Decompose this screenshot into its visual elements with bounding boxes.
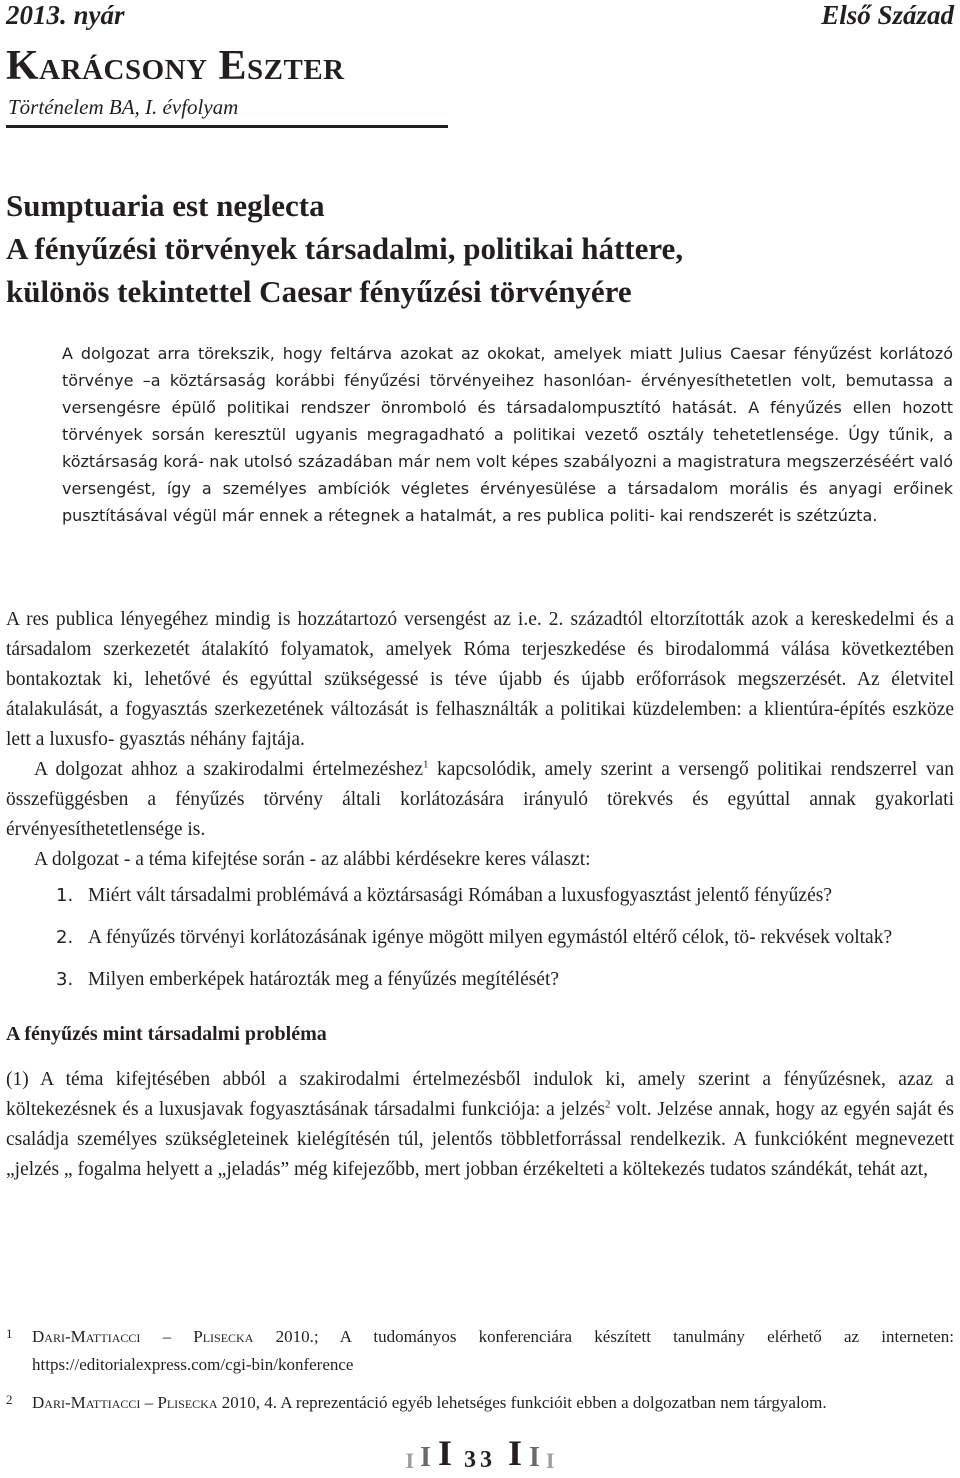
- footnote-text: 2010, 4. A reprezentáció egyéb lehetséges funkcióit ebben a dolgozatban nem tárgyalom.: [217, 1393, 827, 1412]
- header-rule: [6, 125, 448, 128]
- footnote-ref[interactable]: 1: [422, 758, 429, 771]
- title-line: különös tekintettel Caesar fényűzési törvényére: [6, 274, 632, 309]
- author-name: Karácsony Eszter: [6, 43, 345, 89]
- footnotes: [6, 1323, 954, 1427]
- footnote-mark: 2: [6, 1392, 13, 1407]
- page-number: 33: [464, 1447, 496, 1473]
- list-item: [6, 965, 954, 995]
- ornament-bar-small: I: [405, 1448, 415, 1473]
- footnote-authors: Dari-Mattiacci – Plisecka: [32, 1327, 254, 1346]
- title-line: A fényűzési törvények társadalmi, politikai háttere,: [6, 231, 684, 266]
- running-header-date: 2013. nyár: [6, 0, 125, 30]
- title-line: Sumptuaria est neglecta: [6, 188, 325, 223]
- footnote-ref[interactable]: 2: [605, 1098, 611, 1111]
- paragraph: A dolgozat ahhoz a szakirodalmi értelmezéshez$^1$ kapcsolódik, amely szerint a versengő politikai rendszerrel van összefüggésben a fényűzés törvény általi korlátozására irányuló törekvés és egyúttal annak gyakorlati érvényesíthetetlensége is.: [6, 758, 954, 840]
- author-affiliation: Történelem BA, I. évfolyam: [8, 95, 239, 119]
- list-item-text: A fényűzés törvényi korlátozásának igénye mögött milyen egymástól eltérő célok, tö- rekvések voltak?: [88, 927, 893, 948]
- ornament-bar-large: I: [508, 1433, 523, 1473]
- question-list: [6, 881, 954, 995]
- list-item: [6, 923, 954, 953]
- list-number: 2.: [56, 927, 74, 948]
- paragraph: (1) A téma kifejtésében abból a szakirodalmi értelmezésből indulok ki, amely szerint a fényűzésnek, azaz a költekezésnek és a luxusjavak fogyasztásának társadalmi funkciója: a jelzés$^2$ volt. Jelzése annak, hogy az egyén saját és családja személyes szükségleteinek kielégítésén túl, jelentős többletforrással rendelkezik. A funkcióként megnevezett „jelzés „ fogalma helyett a „jeladás” még kifejezőbb, mert jobban érzékelteti a költekezés tudatos szándékát, tehát azt,: [6, 1069, 954, 1180]
- section-heading: A fényűzés mint társadalmi probléma: [6, 1023, 327, 1045]
- footnote: [6, 1323, 954, 1379]
- ornament-bar-large: I: [437, 1433, 452, 1473]
- ornament-bar-small: I: [545, 1448, 555, 1473]
- abstract: A dolgozat arra törekszik, hogy feltárva azokat az okokat, amelyek miatt Julius Caesar fényűzést korlátozó törvénye –a köztársaság korábbi fényűzési törvényeihez hasonlóan- érvényesíthetetlen volt, bemutassa a versengésre épülő politikai rendszer önromboló és társadalompusztító hatását. A fényűzés ellen hozott törvények sorsán keresztül ugyanis megragadható a politikai vezető osztály tehetetlensége. Úgy tűnik, a köztársaság korá- nak utolsó századában már nem volt képes szabályozni a magistratura megszerzéséért való versengést, így a személyes ambíciók végletes érvényesülése a társadalom morális és anyagi erőinek pusztításával végül már ennek a rétegnek a hatalmát, a res publica politi- kai rendszerét is szétzúzta.: [62, 344, 953, 525]
- paragraph: A res publica lényegéhez mindig is hozzátartozó versengést az i.e. 2. századtól eltorzították azok a kereskedelmi és a társadalom szerkezetét átalakító folyamatok, amelyek Róma terjeszkedése és birodalommá válása következtében bontakoztak ki, lehetővé és egyúttal szükségessé is téve újabb és újabb erőforrások megszerzését. Az életvitel átalakulását, a fogyasztás szerkezetének változását is felhasználták a politikai küzdelemben: a klientúra-építés eszköze lett a luxusfo- gyasztás néhány fajtája.: [6, 609, 954, 750]
- footnote-authors: Dari-Mattiacci – Plisecka: [32, 1393, 218, 1412]
- list-number: 1.: [56, 885, 74, 906]
- list-item-text: Milyen emberképek határozták meg a fényűzés megítélését?: [88, 969, 560, 990]
- list-number: 3.: [56, 969, 74, 990]
- list-item: [6, 881, 954, 911]
- footnote-text: 2010.; A tudományos konferenciára készített tanulmány elérhető az interneten: https://editorialexpress.com/cgi-bin/konference: [32, 1327, 954, 1374]
- article-title: [6, 184, 683, 313]
- list-item-text: Miért vált társadalmi problémává a köztársasági Rómában a luxusfogyasztást jelentő fényűzés?: [88, 885, 832, 906]
- ornament-bar-medium: I: [529, 1442, 540, 1473]
- page-number-footer: [370, 1433, 590, 1474]
- running-header-journal: Első Század: [821, 0, 954, 30]
- body-text: [6, 605, 954, 1185]
- paragraph: A dolgozat - a téma kifejtése során - az alábbi kérdésekre keres választ:: [34, 849, 591, 870]
- footnote-mark: 1: [6, 1326, 13, 1341]
- footnote: [6, 1389, 954, 1417]
- ornament-bar-medium: I: [420, 1442, 431, 1473]
